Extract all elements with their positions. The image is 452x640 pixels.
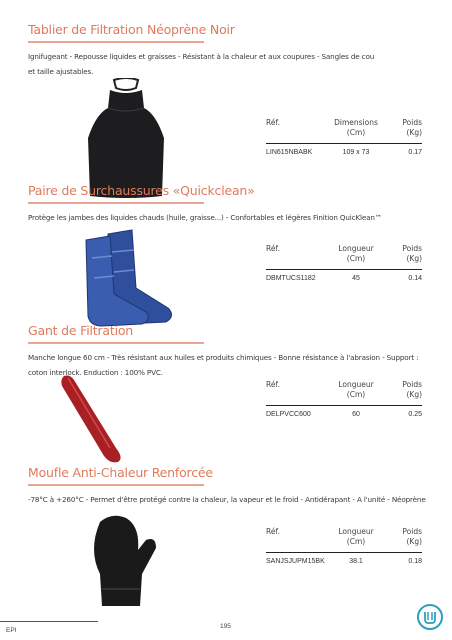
section-title: Tablier de Filtration Néoprène Noir: [28, 22, 235, 37]
description-line: et taille ajustables.: [28, 67, 94, 76]
footer-category: EPI: [6, 627, 17, 634]
col-header-weight: Poids (Kg): [402, 244, 422, 263]
page-number: 195: [220, 623, 231, 630]
description-line: -78°C à +260°C - Permet d'être protégé contre la chaleur, la vapeur et le froid - Antidérapant - A l'unité - Néoprène: [28, 495, 426, 504]
section-overshoes: [28, 183, 428, 225]
cell-weight: 0.25: [408, 411, 422, 418]
brand-logo-icon: [417, 604, 443, 630]
col-header-ref: Réf.: [266, 118, 280, 127]
mitt-image: [82, 510, 162, 610]
spec-table: [266, 527, 422, 565]
cell-weight: 0.14: [408, 275, 422, 282]
footer-divider: [0, 621, 98, 622]
title-underline: [28, 342, 204, 344]
col-header-weight: Poids (Kg): [402, 380, 422, 399]
table-divider: [266, 269, 422, 270]
section-description: [28, 49, 428, 79]
cell-ref: DBMTUCS1182: [266, 275, 316, 282]
section-apron: [28, 22, 428, 79]
spec-table: [266, 380, 422, 418]
overshoes-image: [72, 228, 182, 328]
col-header-ref: Réf.: [266, 527, 280, 536]
table-divider: [266, 143, 422, 144]
table-divider: [266, 552, 422, 553]
col-header-length: Longueur (Cm): [338, 527, 374, 546]
section-title: Paire de Surchaussures «Quickclean»: [28, 183, 255, 198]
col-header-ref: Réf.: [266, 380, 280, 389]
cell-length: 45: [352, 275, 360, 282]
col-header-weight: Poids (Kg): [402, 527, 422, 546]
description-line: Manche longue 60 cm - Très résistant aux huiles et produits chimiques - Bonne résistance à l'abrasion - Support :: [28, 353, 419, 362]
section-description: [28, 492, 428, 507]
glove-image: [58, 372, 138, 464]
col-header-dimensions: Dimensions (Cm): [334, 118, 378, 137]
title-underline: [28, 41, 204, 43]
description-line: Protège les jambes des liquides chauds (huile, graisse...) - Confortables et légères Finition QuicKlean™: [28, 213, 382, 222]
cell-ref: LIN615NBABK: [266, 149, 313, 156]
cell-weight: 0.18: [408, 558, 422, 565]
section-description: [28, 210, 428, 225]
col-header-length: Longueur (Cm): [338, 244, 374, 263]
cell-length: 38.1: [349, 558, 363, 565]
section-title: Gant de Filtration: [28, 323, 134, 338]
cell-ref: DELPVCC600: [266, 411, 311, 418]
title-underline: [28, 202, 204, 204]
description-line: Ignifugeant - Repousse liquides et graisses - Résistant à la chaleur et aux coupures - Sangles de cou: [28, 52, 375, 61]
col-header-ref: Réf.: [266, 244, 280, 253]
section-title: Moufle Anti-Chaleur Renforcée: [28, 465, 213, 480]
cell-weight: 0.17: [408, 149, 422, 156]
cell-ref: SANJSJUPM15BK: [266, 558, 325, 565]
cell-dimensions: 109 x 73: [342, 149, 370, 156]
col-header-length: Longueur (Cm): [338, 380, 374, 399]
spec-table: [266, 244, 422, 282]
table-divider: [266, 405, 422, 406]
cell-length: 60: [352, 411, 360, 418]
col-header-weight: Poids (Kg): [402, 118, 422, 137]
section-mitt: [28, 465, 428, 507]
title-underline: [28, 484, 204, 486]
description-line: coton interlock. Enduction : 100% PVC.: [28, 368, 163, 377]
spec-table: [266, 118, 422, 156]
apron-image: [86, 78, 166, 200]
